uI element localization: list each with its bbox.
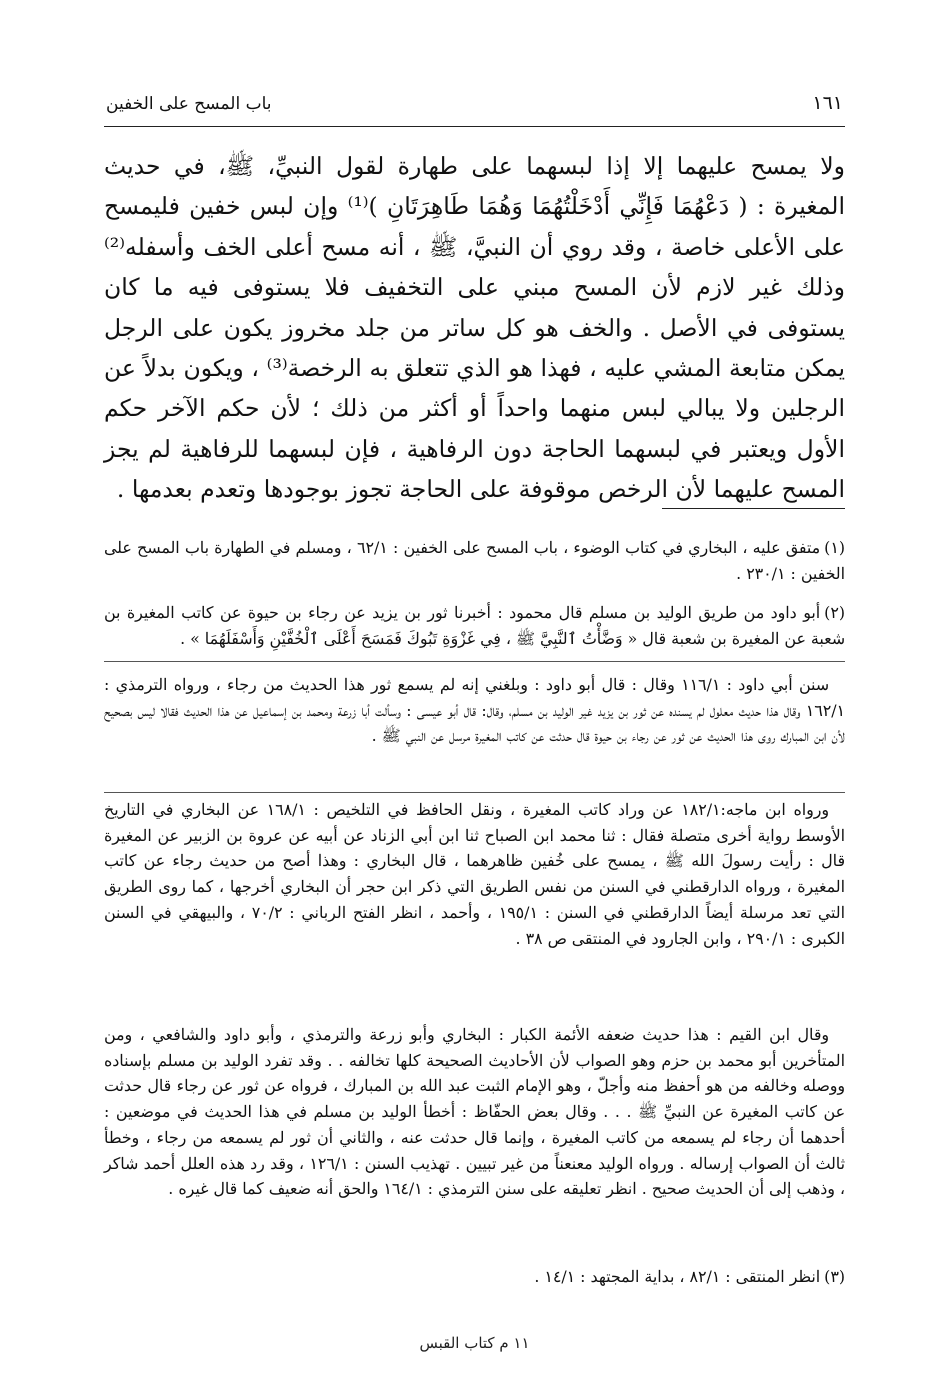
footnote-2-commentary-1: [104, 672, 845, 749]
header-rule: [104, 126, 845, 127]
signature-mark: [0, 1334, 949, 1352]
footnote-2: [104, 600, 845, 651]
footnote-number: (١): [824, 538, 845, 557]
footnote-separator: [104, 661, 845, 662]
footnote-text: انظر المنتقى : ٨٢/١ ، بداية المجتهد : ١٤/١ .: [534, 1267, 821, 1286]
footnote-paragraph: سنن أبي داود : ١١٦/١ وقال : قال أبو داود : وبلغني إنه لم يسمع ثور هذا الحديث من رجاء ، ورواه الترمذي : ١٦٢/١ وقال هذا حديث معلول لم يسنده عن ثور بن يزيد غير الوليد بن مسلم، وقال: قال أبو عيسى : وسألت أبا زرعة ومحمد بن إسماعيل عن هذا الحديث فقالا ليس بصحيح لأن ابن المبارك روى هذا الحديث عن ثور عن رجاء بن حيوة قال حدثت عن كاتب المغيرة مرسل عن النبي ﷺ .: [104, 675, 845, 746]
footnote-1: [104, 535, 845, 586]
footnote-3: [104, 1264, 845, 1290]
footnote-text: متفق عليه ، البخاري في كتاب الوضوء ، باب المسح على الخفين : ٦٢/١ ، ومسلم في الطهارة باب المسح على الخفين : ٢٣٠/١ .: [104, 538, 845, 583]
footnote-2-commentary-2: [104, 797, 845, 951]
footnote-2-commentary-3: [104, 1022, 845, 1202]
chapter-title: باب المسح على الخفين: [106, 94, 272, 114]
footnote-separator: [104, 792, 845, 793]
running-header: [104, 92, 845, 124]
main-text: [104, 146, 845, 510]
footnote-paragraph: ورواه ابن ماجه:١٨٢/١ عن وراد كاتب المغيرة ، ونقل الحافظ في التلخيص : ١٦٨/١ عن البخاري في التاريخ الأوسط رواية أخرى متصلة فقال : ثنا محمد ابن الصباح ثنا ابن أبي الزناد عن أبيه عن عروة بن الزبير عن المغيرة قال : رأيت رسولَ الله ﷺ ، يمسح على خُفين ظاهرهما ، قال البخاري : وهذا أصح من حديث رجاء عن كاتب المغيرة ، ورواه الدارقطني في السنن من نفس الطريق التي ذكر ابن حجر أن البخاري أخرجها ، كما روى الطريق التي تعد مرسلة أيضاً الدارقطني في السنن : ١٩٥/١ ، وأحمد ، انظر الفتح الرباني : ٧٠/٢ ، والبيهقي في السنن الكبرى : ٢٩٠/١ ، وابن الجارود في المنتقى ص ٣٨ .: [104, 800, 845, 948]
footnote-number: (٣): [824, 1267, 845, 1286]
footnote-rule: [662, 508, 845, 509]
main-paragraph: ولا يمسح عليهما إلا إذا لبسهما على طهارة لقول النبيِّ، ﷺ، في حديث المغيرة : ( دَعْهُمَا فَإِنِّي أَدْخَلْتُهُمَا وَهُمَا طَاهِرَتَانِ )⁽¹⁾ وإن لبس خفين فليمسح على الأعلى خاصة ، وقد روي أن النبيَّ، ﷺ ، أنه مسح أعلى الخف وأسفله⁽²⁾ وذلك غير لازم لأن المسح مبني على التخفيف فلا يستوفى فيه ما كان يستوفى في الأصل . والخف هو كل ساتر من جلد مخروز يكون على الرجل يمكن متابعة المشي عليه ، فهذا هو الذي تتعلق به الرخصة⁽³⁾ ، ويكون بدلاً عن الرجلين ولا يبالي لبس منهما واحداً أو أكثر من ذلك ؛ لأن حكم الآخر حكم الأول ويعتبر في لبسهما الحاجة دون الرفاهية ، فإن لبسهما للرفاهية لم يجز المسح عليهما لأن الرخص موقوفة على الحاجة تجوز بوجودها وتعدم بعدمها .: [104, 152, 845, 504]
footnote-paragraph: وقال ابن القيم : هذا حديث ضعفه الأئمة الكبار : البخاري وأبو زرعة والترمذي ، وأبو داود والشافعي ، ومن المتأخرين أبو محمد بن حزم وهو الصواب لأن الأحاديث الصحيحة كلها تخالفه . . وقد تفرد الوليد بن مسلم بإسناده ووصله وخالفه من هو أحفظ منه وأجلّ ، وهو الإمام الثبت عبد الله بن المبارك ، فرواه عن ثور عن رجاء قال حدثت عن كاتب المغيرة عن النبيِّ ﷺ . . . وقال بعض الحفّاظ : أخطأ الوليد بن مسلم في هذا الحديث في موضعين : أحدهما أن رجاء لم يسمعه من كاتب المغيرة ، وإنما قال حدثت عنه ، والثاني أن ثور لم يسمعه من رجاء ، وخطأ ثالث أن الصواب إرساله . ورواه الوليد معنعناً من غير تبيين . تهذيب السنن : ١٢٦/١ ، وقد رد هذه العلل أحمد شاكر ، وذهب إلى أن الحديث صحيح . انظر تعليقه على سنن الترمذي : ١٦٤/١ والحق أنه ضعيف كما قال غيره .: [104, 1025, 845, 1199]
signature-text: ١١ م كتاب القبس: [419, 1334, 530, 1352]
footnote-text: أبو داود من طريق الوليد بن مسلم قال محمود : أخبرنا ثور بن يزيد عن رجاء بن حيوة عن كاتب المغيرة بن شعبة عن المغيرة بن شعبة قال « وَضَّأْتُ ٱلنَّبِيَّ ﷺ ، فِي غَزْوَةِ تَبُوكَ فَمَسَحَ أَعْلَى ٱلْخُفَّيْنِ وَأَسْفَلَهُمَا » .: [104, 603, 845, 648]
footnote-number: (٢): [824, 603, 845, 622]
page-number: ١٦١: [812, 92, 843, 114]
